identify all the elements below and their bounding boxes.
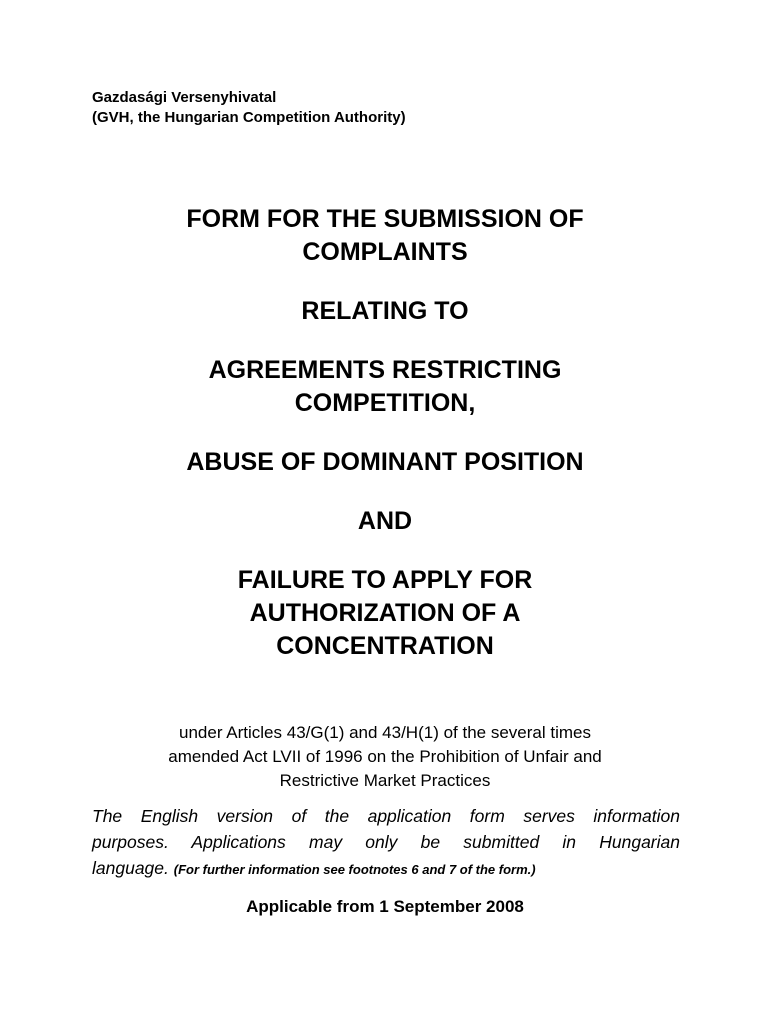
notice-line [92, 855, 680, 883]
form-title [0, 203, 770, 269]
title-relating-to [0, 295, 770, 328]
language-notice [92, 803, 680, 883]
notice-line: The English version of the application form serves information [92, 806, 680, 826]
title-line: COMPLAINTS [302, 238, 468, 266]
title-abuse [0, 446, 770, 479]
authority-header [92, 88, 406, 128]
applicable-date: Applicable from 1 September 2008 [246, 897, 524, 916]
title-and [0, 505, 770, 538]
title-line: FAILURE TO APPLY FOR [237, 566, 533, 594]
legal-basis [0, 721, 770, 793]
title-line: AGREEMENTS RESTRICTING [208, 356, 562, 384]
title-line: COMPETITION, [294, 389, 476, 417]
authority-name: Gazdasági Versenyhivatal [92, 89, 277, 106]
title-line: FORM FOR THE SUBMISSION OF [186, 205, 584, 233]
notice-language-word: language. [92, 858, 169, 878]
authority-english-name: (GVH, the Hungarian Competition Authority) [92, 109, 406, 126]
title-line: AND [357, 507, 413, 535]
title-line: AUTHORIZATION OF A [249, 599, 521, 627]
title-agreements [0, 354, 770, 420]
legal-basis-line: amended Act LVII of 1996 on the Prohibition of Unfair and [168, 747, 602, 766]
title-failure [0, 564, 770, 663]
legal-basis-line: under Articles 43/G(1) and 43/H(1) of the several times [179, 723, 591, 742]
legal-basis-line: Restrictive Market Practices [279, 771, 491, 790]
notice-line: purposes. Applications may only be submitted in Hungarian [92, 832, 680, 852]
footnote-reference: (For further information see footnotes 6 and 7 of the form.) [173, 862, 536, 877]
title-line: CONCENTRATION [276, 632, 494, 660]
title-line: ABUSE OF DOMINANT POSITION [186, 448, 584, 476]
title-line: RELATING TO [301, 297, 469, 325]
